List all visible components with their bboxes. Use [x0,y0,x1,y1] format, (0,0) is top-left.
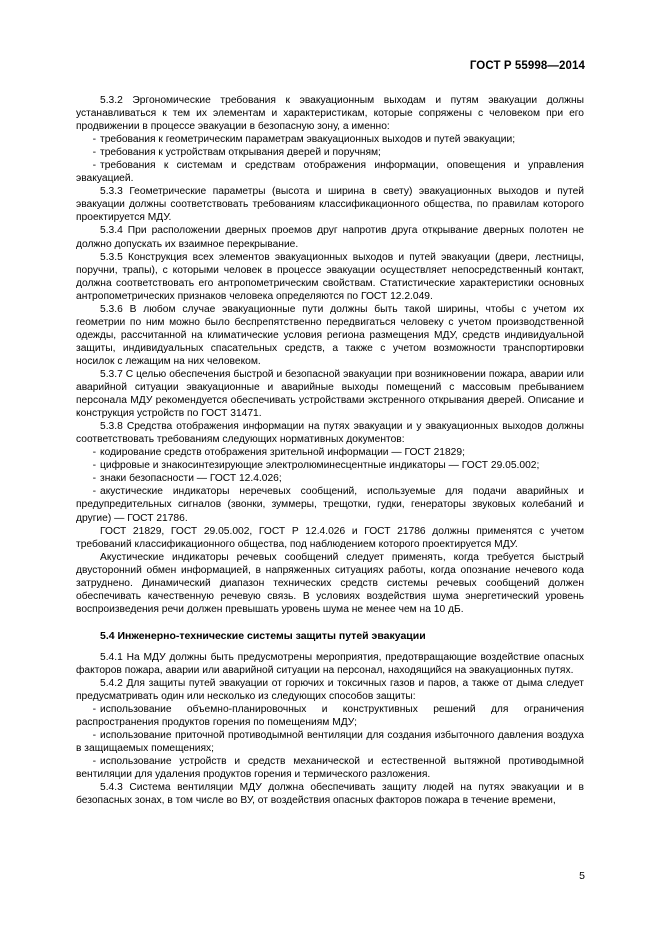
dash-bullet: - [92,486,96,498]
list-item-text: требования к системам и средствам отображения информации, оповещения и управления эвакуацией. [76,160,584,185]
dash-bullet: - [92,460,96,472]
list-item [76,485,584,524]
list-item-text: кодирование средств отображения зрительной информации — ГОСТ 21829; [100,447,465,459]
list-item [76,459,584,472]
list-item-text: акустические индикаторы неречевых сообщений, используемые для подачи аварийных и предупредительных сигналов (звонки, зуммеры, трещотки, гудки, генераторы звуковых колебаний и другие) — ГОСТ 21786. [76,486,584,524]
page-number: 5 [579,870,585,882]
paragraph-5-3-8-b: ГОСТ 21829, ГОСТ 29.05.002, ГОСТ Р 12.4.026 и ГОСТ 21786 должны применятся с учетом требований классификационного общества, под наблюдением которого проектируется МДУ. [76,525,584,550]
list-item-text: требования к устройствам открывания дверей и поручням; [100,147,381,159]
paragraph-5-3-8: 5.3.8 Средства отображения информации на путях эвакуации и у эвакуационных выходов должны соответствовать требованиям следующих нормативных документов: [76,421,584,446]
list-item-text: использование объемно-планировочных и конструктивных решений для ограничения распространения продуктов горения по помещениям МДУ; [76,704,584,729]
list-item [76,146,584,159]
dash-bullet: - [92,704,96,716]
document-header: ГОСТ Р 55998—2014 [469,60,585,72]
section-title-5-4: 5.4 Инженерно-технические системы защиты путей эвакуации [100,629,426,642]
list-item [76,446,584,459]
paragraph-5-3-7: 5.3.7 С целью обеспечения быстрой и безопасной эвакуации при возникновении пожара, аварии или аварийной ситуации эвакуационные и аварийные выходы помещений с массовым пребыванием персонала МДУ рекомендуется обеспечивать устройствами экстренного открывания дверей. Описание и конструкция устройств по ГОСТ 31471. [76,368,584,420]
paragraph-5-3-3: 5.3.3 Геометрические параметры (высота и ширина в свету) эвакуационных выходов и путей эвакуации должны соответствовать требованиям классификационного общества, по правилам которого проектируется МДУ. [76,186,584,224]
paragraph-5-3-2: 5.3.2 Эргономические требования к эвакуационным выходам и путям эвакуации должны устанавливаться к тем их элементам и характеристикам, которые сопряжены с человеком при его продвижении в процессе эвакуации в безопасную зону, а именно: [76,95,584,133]
list-item [76,755,584,781]
dash-bullet: - [92,160,96,172]
list-item-text: знаки безопасности — ГОСТ 12.4.026; [100,473,282,485]
document-body [76,94,584,807]
list-item-text: использование устройств и средств механической и естественной вытяжной противодымной вентиляции для удаления продуктов горения и термического разложения. [76,756,584,781]
paragraph-5-3-6: 5.3.6 В любом случае эвакуационные пути должны быть такой ширины, чтобы с учетом их геометрии по ним можно было беспрепятственно передвигаться человеку с учетом производственной одежды, рассчитанной на климатические условия региона размещения МДУ, средств индивидуальной защиты, индивидуальных спасательных средств, а также с учетом возможности транспортировки носилок с лежащим на них человеком. [76,303,584,367]
list-item-text: цифровые и знакосинтезирующие электролюминесцентные индикаторы — ГОСТ 29.05.002; [100,460,540,472]
list-item-text: требования к геометрическим параметрам эвакуационных выходов и путей эвакуации; [100,134,516,146]
list-item [76,472,584,485]
dash-bullet: - [92,147,96,159]
list-item-text: использование приточной противодымной вентиляции для создания избыточного давления воздуха в защищаемых помещениях; [76,730,584,755]
list-item [76,159,584,185]
paragraph-5-3-5: 5.3.5 Конструкция всех элементов эвакуационных выходов и путей эвакуации (двери, лестницы, поручни, трапы), с которыми человек в процессе эвакуации осуществляет непосредственный контакт, должна соответствовать его антропометрическим свойствам. Статистические характеристики основных антропометрических признаков человека определяются по ГОСТ 12.2.049. [76,251,584,302]
dash-bullet: - [92,134,96,146]
list-item [76,703,584,729]
dash-bullet: - [92,447,96,459]
dash-bullet: - [92,730,96,742]
paragraph-5-4-1: 5.4.1 На МДУ должны быть предусмотрены мероприятия, предотвращающие воздействие опасных факторов пожара, аварии или аварийной ситуации на персонал, находящийся на эвакуационных путях. [76,651,584,676]
dash-bullet: - [92,473,96,485]
paragraph-5-4-3: 5.4.3 Система вентиляции МДУ должна обеспечивать защиту людей на путях эвакуации и в безопасных зонах, в том числе во ВУ, от воздействия опасных факторов пожара в течение времени, [76,782,584,807]
list-item [76,133,584,146]
dash-bullet: - [92,756,96,768]
paragraph-5-4-2: 5.4.2 Для защиты путей эвакуации от горючих и токсичных газов и паров, а также от дыма следует предусматривать один или несколько из следующих способов защиты: [76,678,584,703]
list-item [76,729,584,755]
paragraph-5-3-4: 5.3.4 При расположении дверных проемов друг напротив друга открывание дверных полотен не должно допускать их взаимное перекрывание. [76,225,584,250]
paragraph-5-3-8-c: Акустические индикаторы речевых сообщений следует применять, когда требуется быстрый двусторонний обмен информацией, в напряженных ситуациях работы, когда опознание нечевого кода затруднено. Динамический диапазон технических средств системы речевых сообщений должен обеспечивать качественную речевую связь. В условиях воздействия шума энергетический уровень воспроизведения речи должен превышать уровень шума не менее чем на 10 дБ. [76,551,584,615]
